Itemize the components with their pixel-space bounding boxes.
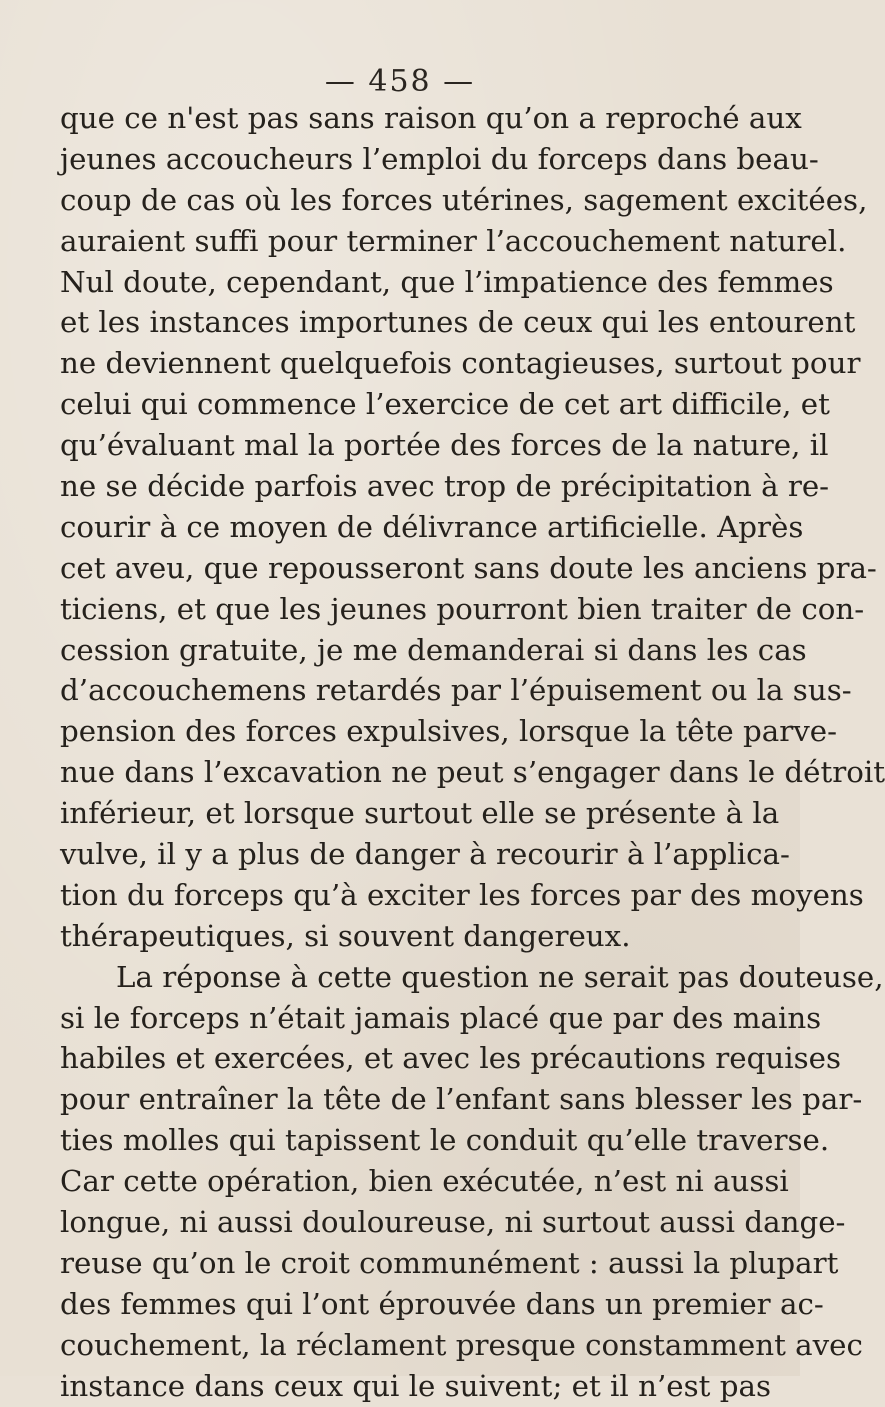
text-line: ne se décide parfois avec trop de précipitation à re- — [60, 469, 830, 504]
text-line: qu’évaluant mal la portée des forces de la nature, il — [60, 428, 829, 463]
text-line: La réponse à cette question ne serait pas douteuse, — [116, 959, 884, 994]
text-line: vulve, il y a plus de danger à recourir à l’applica- — [60, 837, 790, 872]
text-line: ne deviennent quelquefois contagieuses, surtout pour — [60, 346, 861, 381]
text-line: jeunes accoucheurs l’emploi du forceps dans beau- — [60, 141, 819, 176]
text-line: ties molles qui tapissent le conduit qu’elle traverse. — [60, 1123, 830, 1158]
text-line: instance dans ceux qui le suivent; et il n’est pas — [60, 1368, 772, 1403]
text-line: auraient suffi pour terminer l’accouchement naturel. — [60, 223, 847, 258]
text-line: Car cette opération, bien exécutée, n’est ni aussi — [60, 1164, 789, 1199]
text-line: cession gratuite, je me demanderai si dans les cas — [60, 632, 807, 667]
text-line: Nul doute, cependant, que l’impatience des femmes — [60, 264, 834, 299]
text-line: reuse qu’on le croit communément : aussi la plupart — [60, 1245, 839, 1280]
page-number: — 458 — — [324, 64, 476, 99]
text-line: coup de cas où les forces utérines, sagement excitées, — [60, 182, 868, 217]
body-text — [60, 98, 885, 1407]
text-line: habiles et exercées, et avec les précautions requises — [60, 1041, 842, 1076]
text-line: pour entraîner la tête de l’enfant sans blesser les par- — [60, 1082, 863, 1117]
text-line: des femmes qui l’ont éprouvée dans un premier ac- — [60, 1286, 824, 1321]
text-line: longue, ni aussi douloureuse, ni surtout aussi dange- — [60, 1205, 846, 1240]
text-line: que ce n'est pas sans raison qu’on a reproché aux — [60, 101, 802, 135]
text-line: thérapeutiques, si souvent dangereux. — [60, 918, 631, 953]
text-line: et les instances importunes de ceux qui les entourent — [60, 305, 856, 340]
text-line: tion du forceps qu’à exciter les forces par des moyens — [60, 877, 864, 912]
text-line: inférieur, et lorsque surtout elle se présente à la — [60, 796, 780, 831]
text-line: ticiens, et que les jeunes pourront bien traiter de con- — [60, 591, 865, 626]
text-line: pension des forces expulsives, lorsque la tête parve- — [60, 714, 838, 749]
text-line: cet aveu, que repousseront sans doute les anciens pra- — [60, 550, 877, 585]
text-line: courir à ce moyen de délivrance artificielle. Après — [60, 509, 804, 544]
text-line: si le forceps n’était jamais placé que par des mains — [60, 1000, 822, 1035]
text-line: nue dans l’excavation ne peut s’engager dans le détroit — [60, 755, 885, 790]
text-line: couchement, la réclament presque constamment avec — [60, 1327, 863, 1362]
text-line: d’accouchemens retardés par l’épuisement ou la sus- — [60, 673, 852, 708]
text-line: celui qui commence l’exercice de cet art difficile, et — [60, 387, 830, 422]
